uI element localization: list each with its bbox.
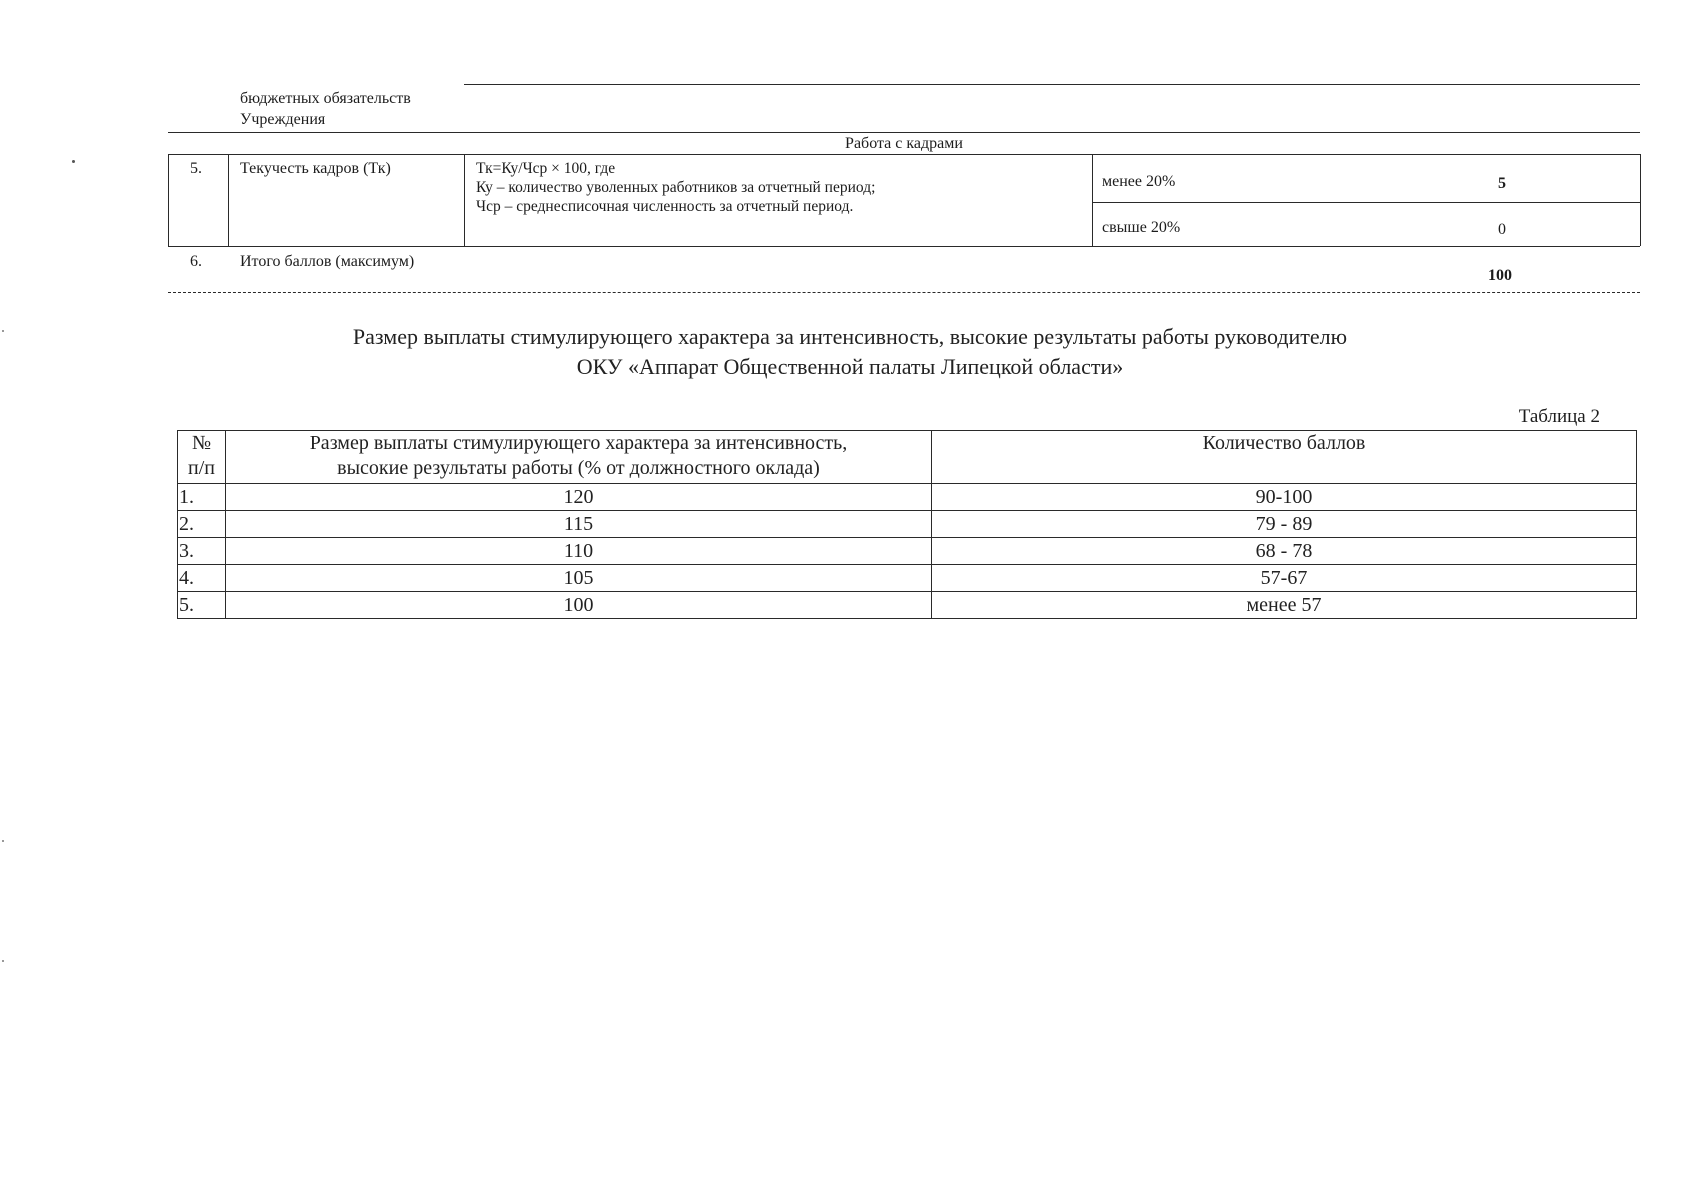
cell-points: 79 - 89 bbox=[932, 511, 1637, 538]
continuation-cell bbox=[240, 88, 480, 130]
total-label: Итого баллов (максимум) bbox=[240, 253, 415, 270]
cell-number: 2. bbox=[178, 511, 226, 538]
cell-points: менее 57 bbox=[932, 592, 1637, 619]
criterion-condition: менее 20% bbox=[1102, 173, 1176, 190]
section-heading: Работа с кадрами bbox=[845, 135, 963, 152]
header-text: Количество баллов bbox=[1202, 432, 1366, 454]
criterion-points: 0 bbox=[1498, 221, 1506, 238]
cell-payment: 115 bbox=[226, 511, 932, 538]
table-rule bbox=[1092, 202, 1640, 203]
cell-number: 3. bbox=[178, 538, 226, 565]
table-rule bbox=[168, 246, 1640, 247]
row-number: 5. bbox=[190, 160, 202, 177]
table-rule bbox=[464, 154, 465, 246]
table-rule bbox=[168, 154, 1640, 155]
header-text: п/п bbox=[188, 457, 215, 479]
scan-edge-mark bbox=[2, 840, 4, 842]
header-text: высокие результаты работы (% от должностного оклада) bbox=[337, 457, 820, 479]
table-rule bbox=[168, 132, 1640, 133]
table-row bbox=[178, 592, 1637, 619]
table-rule bbox=[168, 154, 169, 246]
cell-payment: 100 bbox=[226, 592, 932, 619]
cell-points: 57-67 bbox=[932, 565, 1637, 592]
cell-payment: 110 bbox=[226, 538, 932, 565]
title-line: Размер выплаты стимулирующего характера за интенсивность, высокие результаты работы руководителю bbox=[352, 324, 1348, 349]
table-rule bbox=[228, 154, 229, 246]
table-row bbox=[178, 538, 1637, 565]
title-line: ОКУ «Аппарат Общественной палаты Липецкой области» bbox=[576, 354, 1124, 379]
table-row bbox=[178, 565, 1637, 592]
criterion-points: 5 bbox=[1498, 175, 1506, 192]
continuation-line: бюджетных обязательств bbox=[240, 90, 411, 107]
header-points bbox=[932, 431, 1637, 484]
header-text: № bbox=[191, 432, 212, 454]
table-rule bbox=[168, 292, 1640, 293]
scan-speck bbox=[72, 160, 75, 163]
header-payment bbox=[226, 431, 932, 484]
document-title bbox=[200, 322, 1500, 382]
criterion-condition: свыше 20% bbox=[1102, 219, 1181, 236]
header-text: Размер выплаты стимулирующего характера за интенсивность, bbox=[309, 432, 848, 454]
payment-grade-table bbox=[177, 430, 1637, 619]
continuation-line: Учреждения bbox=[240, 111, 326, 128]
cell-number: 5. bbox=[178, 592, 226, 619]
scan-edge-mark bbox=[2, 960, 4, 962]
table-caption: Таблица 2 bbox=[1518, 406, 1600, 427]
indicator-name: Текучесть кадров (Тк) bbox=[240, 160, 391, 177]
table-row bbox=[178, 511, 1637, 538]
table-header-row bbox=[178, 431, 1637, 484]
row-number: 6. bbox=[190, 253, 202, 270]
table-rule bbox=[1640, 154, 1641, 246]
formula-line: Тк=Ку/Чср × 100, где bbox=[476, 160, 616, 177]
cell-points: 90-100 bbox=[932, 484, 1637, 511]
table-rule bbox=[464, 84, 1640, 85]
header-number bbox=[178, 431, 226, 484]
scan-edge-mark bbox=[2, 330, 4, 332]
total-points: 100 bbox=[1488, 267, 1512, 284]
cell-number: 1. bbox=[178, 484, 226, 511]
cell-payment: 105 bbox=[226, 565, 932, 592]
cell-points: 68 - 78 bbox=[932, 538, 1637, 565]
formula-line: Ку – количество уволенных работников за отчетный период; bbox=[476, 179, 876, 196]
cell-number: 4. bbox=[178, 565, 226, 592]
formula-description bbox=[476, 159, 1086, 216]
formula-line: Чср – среднесписочная численность за отчетный период. bbox=[476, 198, 854, 215]
table-row bbox=[178, 484, 1637, 511]
cell-payment: 120 bbox=[226, 484, 932, 511]
table-rule bbox=[1092, 154, 1093, 246]
